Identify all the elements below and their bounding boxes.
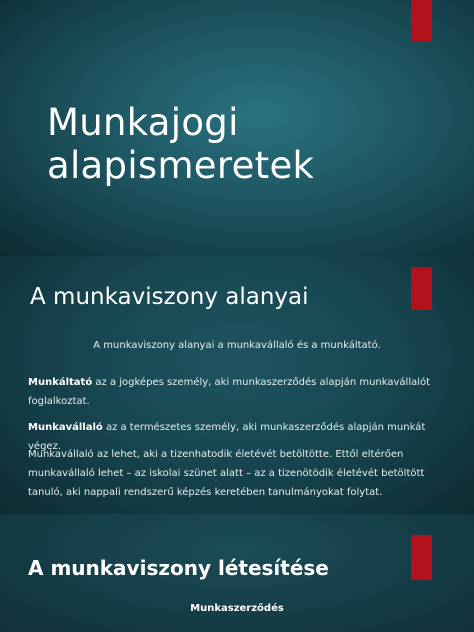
paragraph-age-rule bbox=[28, 445, 448, 502]
title-line-1: Munkajogi bbox=[47, 101, 239, 144]
slide-heading: A munkaviszony alanyai bbox=[30, 284, 309, 310]
term-employer: Munkáltató bbox=[28, 377, 93, 388]
red-accent-bar bbox=[411, 535, 432, 580]
paragraph-employer bbox=[28, 373, 448, 411]
slide-title-heading bbox=[47, 101, 314, 187]
slide-subjects bbox=[0, 256, 474, 514]
red-accent-bar bbox=[411, 267, 432, 310]
slide-title bbox=[0, 0, 474, 256]
term-employee: Munkavállaló bbox=[28, 422, 103, 433]
slide-subtitle: Munkaszerződés bbox=[190, 603, 284, 614]
slide-heading: A munkaviszony létesítése bbox=[28, 556, 329, 580]
definition-employee: az a természetes személy, aki munkaszerződés alapján munkát végez. bbox=[28, 422, 426, 452]
intro-text: A munkaviszony alanyai a munkavállaló és a munkáltató. bbox=[93, 340, 381, 351]
red-accent-bar bbox=[411, 0, 432, 41]
definition-employer: az a jogképes személy, aki munkaszerződés alapján munkavállalót foglalkoztat. bbox=[28, 377, 431, 407]
title-line-2: alapismeretek bbox=[47, 144, 315, 187]
slide-establishment bbox=[0, 514, 474, 632]
age-rule-text: Munkavállaló az lehet, aki a tizenhatodik életévét betöltötte. Ettől eltérően munkavállaló lehet – az iskolai szünet alatt – az a tizenötödik életévét betöltött tanuló, aki nappali rendszerű képzés keretében tanulmányokat folytat. bbox=[28, 449, 425, 498]
